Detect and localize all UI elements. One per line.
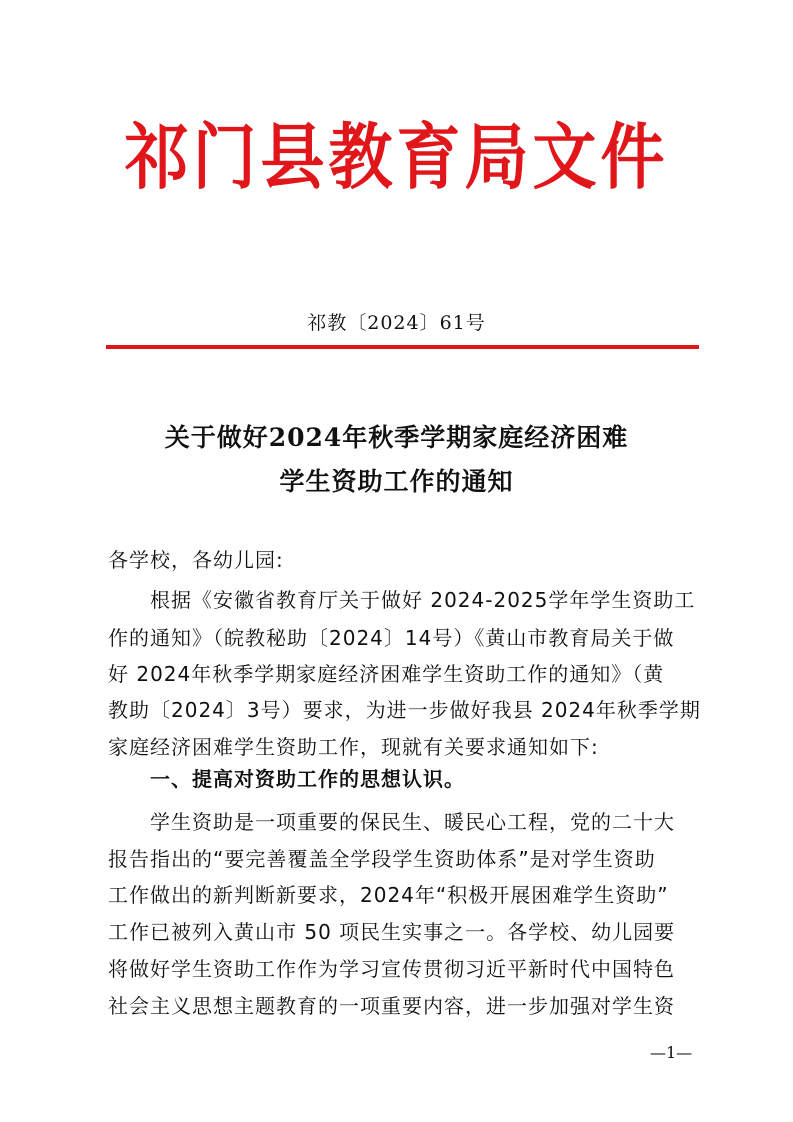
paragraph-1-line: 家庭经济困难学生资助工作，现就有关要求通知如下: (108, 735, 599, 759)
document-title-line-1: 关于做好2024年秋季学期家庭经济困难 (164, 423, 629, 452)
document-title-line-2: 学生资助工作的通知 (279, 467, 514, 496)
page-number: —1— (650, 1043, 693, 1062)
red-divider-rule (106, 345, 699, 349)
paragraph-2-line: 报告指出的“要完善覆盖全学段学生资助体系”是对学生资助 (108, 847, 656, 871)
paragraph-1-line: 教助〔2024〕3号）要求，为进一步做好我县 2024年秋季学期 (108, 698, 701, 722)
document-number: 祁教〔2024〕61号 (307, 312, 486, 334)
paragraph-2-line: 工作做出的新判断新要求，2024年“积极开展困难学生资助” (108, 883, 669, 907)
paragraph-1-line: 作的通知》（皖教秘助〔2024〕14号）《黄山市教育局关于做 (108, 626, 675, 650)
paragraph-1-line: 根据《安徽省教育厅关于做好 2024-2025学年学生资助工 (150, 588, 696, 612)
addressee: 各学校，各幼儿园: (108, 548, 284, 572)
paragraph-2-line: 学生资助是一项重要的保民生、暖民心工程，党的二十大 (150, 810, 675, 834)
paragraph-2-line: 社会主义思想主题教育的一项重要内容，进一步加强对学生资 (108, 994, 675, 1018)
issuing-authority-header: 祁门县教育局文件 (124, 115, 669, 200)
section-heading-1: 一、提高对资助工作的思想认识。 (150, 767, 465, 791)
paragraph-2-line: 工作已被列入黄山市 50 项民生实事之一。各学校、幼儿园要 (108, 920, 676, 944)
paragraph-2-line: 将做好学生资助工作作为学习宣传贯彻习近平新时代中国特色 (108, 957, 675, 981)
paragraph-1-line: 好 2024年秋季学期家庭经济困难学生资助工作的通知》（黄 (108, 662, 665, 686)
